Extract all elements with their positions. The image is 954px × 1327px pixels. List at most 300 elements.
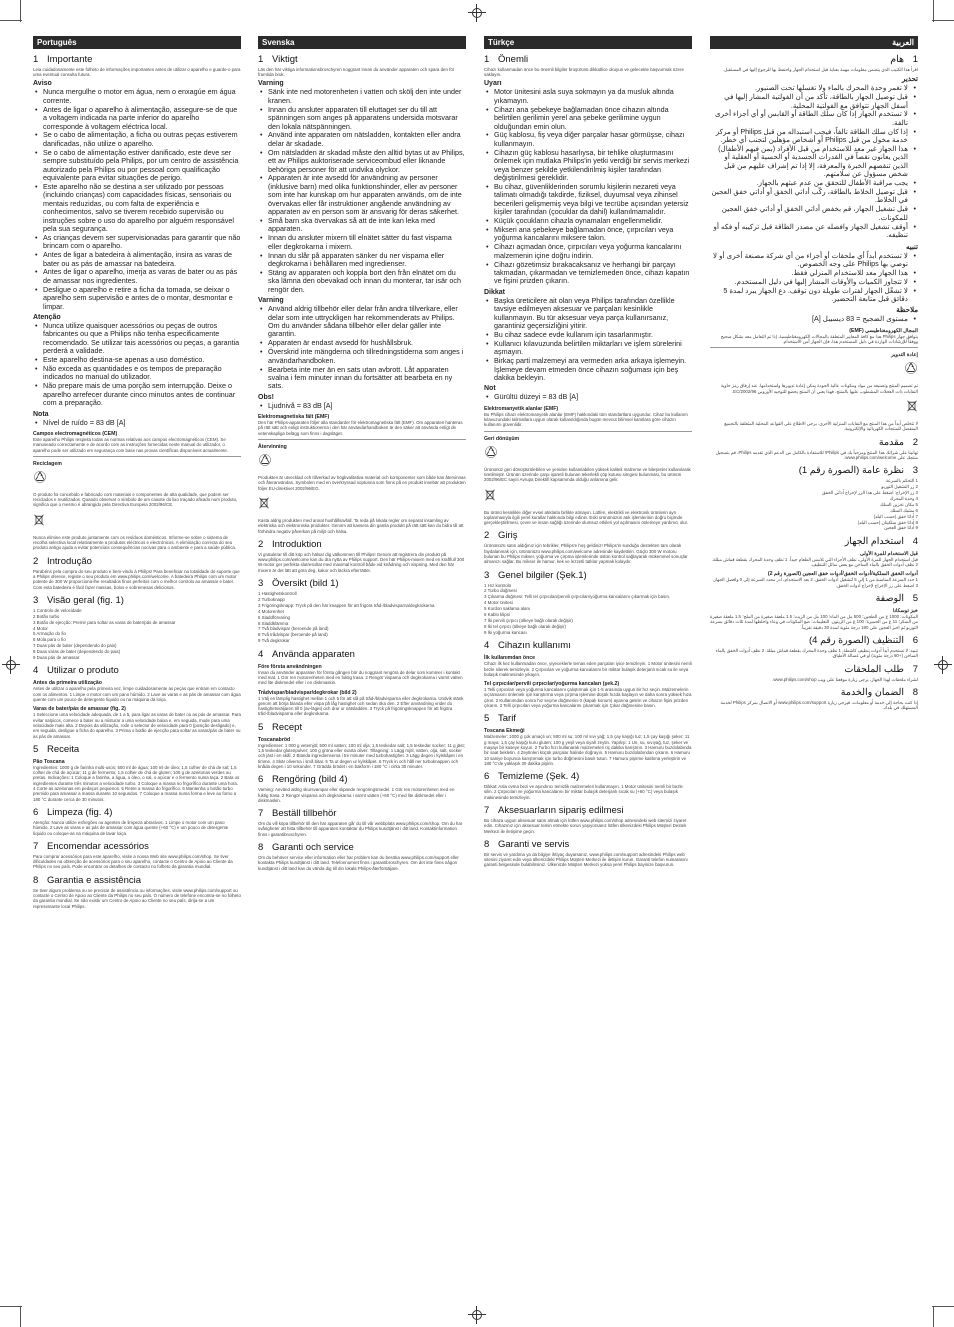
subsection-heading: Före första användningen (258, 663, 322, 670)
section-heading: 4استخدام الجهاز (844, 535, 918, 547)
section-heading: 1 Importante (33, 54, 93, 65)
bullet-item: • Om nätsladden är skadad måste den alltid bytas ut av Philips, ett av Philips auktoriserade serviceombud eller liknande behöriga personer för att undvika olyckor. (258, 149, 466, 174)
recycling-heading: Reciclagem (33, 460, 62, 467)
registration-mark (468, 1306, 486, 1324)
bullet-item: • Använd aldrig tillbehör eller delar från andra tillverkare, eller delar som inte uttryckligen har rekommenderats av Philips. Om du använder sådana tillbehör eller delar gäller inte garantin. (258, 305, 466, 339)
emf-heading: Campos electromagnéticos (CEM) (33, 430, 118, 437)
bullet-item: • Kullanıcı kılavuzunda belirtilen miktarları ve işlem sürelerini aşmayın. (484, 340, 692, 357)
recipe-text: Malzemeler: 1000 g çok amaçlı un; 500 ml su; 100 ml sıvı yağ; 1,5 çay kaşığı tuz; 1,5 çay kaşığı şeker; 11 g maya; 1,5 çay kaşığı kuru gluten; 100 g yeşil veya siyah zeytin. Yapılışı: 1 Un, su, sıvıyağ, tuz, şeker ve mayayı bir kaseye koyun. 2 Turbo hızı kullanarak malzemeleri üç dakika karıştırın. 3 Hamuru buzdolabında bir saat bekletin. 4 Zeytinleri küçük parçalar halinde doğrayın. 5 Hamuru buzdolabından çıkarın. 6 Hamuru 10 saniye boyunca karıştırmak için turbo düğmesini basılı tutun. 7 Hamuru pişirme kalıbına yerleştirin ve 180 °C'de yaklaşık 30 dakika pişirin. (484, 734, 692, 766)
bullet-item: • Apparaten är inte avsedd för användning av personer (inklusive barn) med olika funktionshinder, eller av personer som inte har kunskap om hur apparaten används, om de inte övervakas eller får instruktioner angående användning av apparaten av en person som är ansvarig för deras säkerhet. (258, 174, 466, 216)
section-heading: 5 Tarif (484, 713, 516, 725)
emf-heading: المجال الكهرومغناطيسي (EMF) (849, 327, 918, 334)
bullet-item: • Desligue o aparelho e retire a ficha da tomada, se deixar o aparelho sem supervisão e antes de o montar, desmontar e limpar. (33, 286, 241, 311)
accessories-text: لشراء ملحقات لهذا الجهاز، يرجى زيارة موقعنا على ويب www.philips.com/shop. (772, 676, 918, 682)
overview-item-label: Turbo düğmesi (487, 588, 517, 594)
bullet-item: • قبل توصيل الخلاط بالطاقة، ركّب أداتي الخفق أو أداتي خفق العجين في الخلاط. (710, 188, 918, 205)
overview-item-number: 2 (33, 613, 37, 619)
warranty-text: Om du behöver service eller information eller har problem kan du besöka www.philips.com/support eller kontakta Philips kundtjänst i ditt land. Telefonnumret finns i garantibroschyren. Om det inte finns någon kundtjänst i ditt land kan du vända dig till din lokala Philips-återförsäljare. (258, 854, 459, 871)
overview-item (484, 594, 692, 599)
bullet-item: • Innan du slår på apparaten sänker du ner vispama eller degkrokarna i behållaren med ingredienser. (258, 252, 466, 269)
overview-item-number: 4 (484, 600, 488, 606)
cleaning-text: تنبيه: لا تستخدم أبداً أدوات تنظيف كاشطة. 1 نظف وحدة المحرك بقطعة قماش مبللة. 2 نظف أدوات الخفق بالماء الساخن (+60 درجة مئوية) أو في غسالة الأطباق. (715, 647, 918, 659)
caution-list (258, 305, 466, 391)
overview-item (33, 643, 241, 648)
overview-item-label: Turboknapp (261, 596, 285, 602)
overview-item-label: أداتا خفق العجين (884, 525, 915, 531)
overview-item-label: Armação do fio (36, 631, 66, 637)
bullet-item: • Cihazı ana şebekeye bağlamadan önce cihazın altında belirtilen gerilimin yerel ana şebeke gerilimine uygun olduğundan emin olun. (484, 106, 692, 131)
overview-item (484, 624, 692, 629)
note-list (33, 419, 241, 427)
bullet-item: • Este aparelho destina-se apenas a uso doméstico. (33, 356, 241, 364)
subsection-heading: أدوات الخفق السلكية/أدوات الخفق/أدوات خفق العجين (الصورة رقم 2) (767, 571, 918, 578)
divider (484, 431, 692, 432)
bullet-item: • مستوى الضجيج = 83 ديسيبل [A] (710, 315, 918, 323)
overview-item-label: أداتا خفق (حسب البلد) (873, 513, 915, 519)
overview-item-label: مشبك السلك (890, 507, 915, 513)
overview-item-label: Hız kontrolü (487, 582, 512, 588)
bullet-item: • Motor ünitesini asla suya sokmayın ya da musluk altında yıkamayın. (484, 88, 692, 105)
crop-mark (20, 0, 21, 22)
overview-item-label: İki yoğurma kancası (487, 629, 527, 635)
overview-item-label: أداتا خفق سلكيتان (حسب البلد) (857, 519, 915, 525)
section-heading: 2 Introdução (33, 555, 92, 567)
intro-text: Cihazı kullanmadan önce bu önemli bilgiler broşürünü dikkatlice okuyun ve gelecekte başvurmak üzere saklayın. (484, 67, 684, 78)
column-arabic (710, 36, 918, 1306)
note-heading: ملاحظة (896, 307, 918, 315)
crossed-bin-icon (33, 513, 45, 527)
crossed-bin-icon (906, 399, 918, 413)
note-heading: Obs! (258, 393, 274, 401)
overview-item (33, 620, 241, 625)
emf-heading: Elektromagnetiska fält (EMF) (258, 414, 330, 421)
bullet-item: • Birkaç parti malzemeyi ara vermeden arka arkaya işlemeyin. İşlemeye devam etmeden önce cihazın soğuması için beş dakika bekleyin. (484, 357, 692, 382)
intro-text: اقرأ هذا الكتيب الذي يتضمن معلومات مهمة بعناية قبل استخدام الجهاز واحتفظ بها للرجوع إليها في المستقبل. (722, 67, 918, 72)
bullet-item: • Nunca mergulhe o motor em água, nem o enxagúe em água corrente. (33, 88, 241, 105)
bullet-item: • Apparaten är endast avsedd för hushållsbruk. (258, 339, 466, 347)
overview-item-label: Kablo klipsi (487, 612, 510, 618)
bullet-item: • Nível de ruído = 83 dB [A] (33, 419, 241, 427)
recipe-title: Toscanabröd (258, 736, 291, 743)
section-heading: 6 Rengöring (bild 4) (258, 774, 348, 786)
overview-item-label: Hastighetskontroll (261, 590, 297, 596)
language-bar: Türkçe (484, 36, 692, 49)
warning-list (258, 88, 466, 294)
overview-item-label: Duas pás de bater (dependendo do pais) (36, 643, 117, 649)
bullet-item: • Bearbeta inte mer än en sats utan avbrott. Låt apparaten svalna i fem minuter innan du fortsätter att bearbeta en ny sats. (258, 366, 466, 391)
overview-item-number: 4 (33, 625, 37, 631)
bullet-item: • Små barn ska övervakas så att de inte kan leka med apparaten. (258, 217, 466, 234)
emf-heading: Elektromanyetik alanlar (EMF) (484, 405, 559, 412)
bullet-item: • Bu cihaz, güvenliklerinden sorumlu kişilerin nezareti veya talimatı olmadığı takdirde, fiziksel, duyumsal veya zihinsel becerileri gelişmemiş veya bilgi ve tecrübe açısından yetersiz kişiler tarafından (çocuklar da dahil) kullanılmamalıdır. (484, 183, 692, 217)
overview-item (33, 631, 241, 636)
section-heading: 5 Receita (33, 743, 80, 755)
bullet-item: • Não prepare mais de uma porção sem interrupção. Deixe o aparelho arrefecer durante cinco minutos antes de continuar com a preparação. (33, 382, 241, 407)
subsection-heading: Varas de bater/pás de amassar (fig. 2) (33, 706, 126, 713)
usage-text: Antes de utilizar o aparelho pela primeira vez, limpe cuidadosamente as peças que entram em contacto com os alimentos. 1 Limpe o motor com um pano húmido. 2 Lave as varas e as pás de amassar com água quente com um pouco de detergente líquido ou na máquina da loiça. (33, 686, 241, 703)
overview-item (710, 502, 918, 507)
bullet-item: • Başka üreticilere ait olan veya Philips tarafından özellikle tavsiye edilmeyen aksesuar ve parçaları kesinlikle kullanmayın. Bu tür aksesuar veya parça kullanırsanız, garantiniz geçersizliğini yitirir. (484, 297, 692, 331)
overview-item (710, 514, 918, 519)
overview-item-label: Controlo de velocidade (36, 607, 82, 613)
overview-item (484, 618, 692, 623)
overview-item-number: 3 (33, 619, 37, 625)
bullet-item: • هذا الجهاز معد للاستخدام المنزلي فقط. (710, 269, 918, 277)
bullet-item: • Antes de ligar o aparelho, imerja as varas de bater ou as pás de amassar nos ingredientes. (33, 268, 241, 285)
recycling-text: تم تصميم المنتج وتصنيعه من مواد ومكونات عالية الجودة يمكن إعادة تدويرها واستخدامها. عند إرفاق رمز حاوية النفايات ذات العجلات المشطوب عليها بالمنتج، فهذا يعني أن المنتج يخضع للتوجيه الأوروبي 2002/96/EC. (720, 383, 918, 394)
crop-mark (0, 1306, 22, 1307)
overview-item-label: Två degkrokar (261, 638, 290, 644)
overview-item-number: 2 (258, 596, 262, 602)
subsection-heading: İlk kullanımdan önce (484, 655, 536, 662)
overview-item (258, 591, 466, 596)
bullet-item: • Antes de ligar a batedeira à alimentação, insira as varas de bater ou as pás de amassar na batedeira. (33, 251, 241, 268)
crop-mark (932, 20, 954, 21)
cleaning-text: Varning: Använd aldrig skursvampar eller slipande rengöringsmedel. 1 Gör ren motorenheten med en fuktig trasa. 2 Rengör vispama och degkrokarna i varmt vatten (+60 °C) med lite diskmedel eller i diskmaskin. (258, 787, 455, 803)
crop-mark (933, 1306, 934, 1327)
crop-mark (932, 1306, 954, 1307)
bullet-item: • Använd inte apparaten om nätsladden, kontakten eller andra delar är skadade. (258, 131, 466, 148)
bullet-item: • As crianças devem ser supervisionadas para garantir que não brincam com o aparelho. (33, 234, 241, 251)
emf-text: Este aparelho Philips respeita todas as normas relativas aos campos electromagnéticos (CEM). Se manuseado correctamente e de acordo com as instruções fornecidas neste manual do utilizador, o aparelho pode ser utilizado em segurança com base nas provas científicas disponíveis actualmente. (33, 436, 229, 453)
recipe-text: Ingredientes: 1000 g de farinha multi-usos; 500 ml de água; 100 ml de óleo; 1,5 colher de chá de sal; 1,5 colher de chá de açúcar; 11 g de fermento; 1,5 colher de chá de gluten; 100 g de azeitonas verdes ou pretas. Indicações: 1 Coloque a farinha, a água, o óleo, o sal, o açúcar e o fermento numa taça. 2 Bata os ingredientes durante três minutos a velocidade turbo. 3 Coloque a massa no frigorífico durante uma hora. 4 Corte as azeitonas em pedaços pequenos. 5 Retire a massa do frigorífico. 6 Mantenha o botão turbo premido para amassar a massa durante 10 segundos. 7 Coloque a massa numa forma e leve ao forno a 180 °C durante cerca de 30 minutos. (33, 764, 240, 802)
overview-item-number: 7 (484, 618, 488, 624)
overview-item-number: 1 (33, 607, 37, 613)
overview-item-label: İki tel çırpıcı (ülkeye bağlı olarak değişir) (487, 623, 567, 629)
overview-item (484, 600, 692, 605)
overview-item-number: 6 (484, 612, 488, 618)
emf-text: Den här Philips-apparaten följer alla standarder för elektromagnetiska fält (EMF). Om apparaten hanteras på rätt sätt och enligt instruktionerna i den här användarhandboken är den säker att använda enligt de vetenskapliga belägg som finns i dagsläget. (258, 420, 463, 436)
section-heading: 8الضمان والخدمة (840, 686, 918, 698)
warning-heading: Varning (258, 80, 284, 88)
recycling-heading: Geri dönüşüm (484, 435, 520, 442)
overview-item-label: Duas pás de amassar (36, 655, 80, 661)
bullet-item: • Innan du ansluter apparaten till eluttaget ser du till att spänningen som anges på apparatens undersida motsvarar den lokala nätspänningen. (258, 106, 466, 131)
overview-item (258, 632, 466, 637)
section-heading: 7 Encomendar acessórios (33, 840, 149, 852)
column-swedish (258, 36, 466, 1306)
recycling-text: Ürününüz geri dönüştürülebilen ve yeniden kullanılabilen yüksek kaliteli malzeme ve bileşenler kullanılarak üretilmiştir. Ürünün üzerinde çarpı işaretli bulunan tekerlekli çöp kutusu simgesi bulunması, bu ürünün 2002/96/EC sayılı Avrupa Direktifi kapsamında olduğu anlamına gelir. (484, 466, 691, 483)
recipe-text: المكونات: 1000 غ من الطحين؛ 500 مل من الماء؛ 100 مل من الزيت؛ 1.5 ملعقة صغيرة من الملح؛ 1.5 ملعقة صغيرة من السكر؛ 11 غ من الخميرة؛ 100 غ من الزيتون. التعليمات: ضع المكونات في وعاء واخلطها لمدة ثلاث دقائق بسرعة التوربو ثم اخبز العجين على 180 درجة مئوية لمدة 30 دقيقة تقريباً. (710, 614, 918, 630)
divider (258, 439, 466, 440)
cleaning-text: Dikkat: Asla ovma bezi ve aşındırıcı temizlik malzemeleri kullanmayın. 1 Motor ünitesini nemli bir bezle silin. 2 Çırpıcıları ve yoğurma kancalarını bir miktar bulaşık deterjanlı sıcak su (+60 °C) veya bulaşık makinesinde temizleyin. (484, 784, 683, 800)
emf-text: يتوافق جهاز Philips هذا مع كافة المعايير المتعلقة بالمجالات الكهرومغناطيسية. إذا تم التعامل معه بشكل صحيح ووفقاً للإرشادات الواردة في دليل المستخدم هذا، فإن الجهاز آمن الاستخدام. (720, 333, 918, 345)
overview-item-number: 1 (484, 582, 488, 588)
overview-item (710, 496, 918, 501)
overview-item-number: 5 (33, 631, 37, 637)
section-heading: 7 Aksesuarların sipariş edilmesi (484, 804, 624, 816)
recipe-text: Ingredienser: 1 000 g vetemjöl; 500 ml vatten; 100 ml olja; 1,5 teskedar salt; 1,5 teskedar socker; 11 g jäst; 1,5 teskedar glutenpulver; 100 g gröna eller svarta oliver. Tillagning: 1 Lägg mjöl, vatten, olja, salt, socker och jäst i en skål. 2 Blanda ingredienserna i tre minuter med turbohastighet. 3 Lägg degen i kylskåpet i en timme. 4 Skär oliverna i små bitar. 5 Ta ut degen ur kylskåpet. 6 Tryck in och håll ner turboknappen och knåda degen i 10 sekunder. 7 Grädda brödet i en bakform i 180 °C i cirka 30 minuter. (258, 742, 465, 769)
emf-text: Bu Philips cihazı elektromanyetik alanlar (EMF) hakkındaki tüm standartlara uygundur. Cihaz bu kullanım kılavuzundaki talimatlara uygun olarak kullanıldığında bugün mevcut bilimsel kanıtlara göre cihazın kullanımı güvenlidir. (484, 411, 688, 428)
divider (710, 347, 918, 348)
recycling-text: O produto foi concebido e fabricado com materiais e componentes de alta qualidade, que podem ser reciclados e reutilizados. Quando observar o símbolo de um caixote do lixo traçado afixado num produto, significa que o mesmo é abrangido pela Directiva Europeia 2002/96/CE. (33, 491, 238, 508)
language-bar: Português (33, 36, 241, 49)
overview-item-number: 2 (914, 484, 918, 490)
bullet-item: • Sänk inte ned motorenheten i vatten och skölj den inte under kranen. (258, 88, 466, 105)
warning-list (484, 88, 692, 285)
overview-item-label: وحدة المحرك (889, 495, 915, 501)
usage-text: قبل استخدام الجهاز للمرة الأولى، نظف الأجزاء التي تلامس الطعام جيداً. 1 نظف وحدة المحرك بقطعة قماش مبللة. 2 نظف أدوات الخفق بالماء الساخن مع بعض سائل التنظيف. (711, 556, 918, 568)
overview-item-number: 9 (914, 525, 918, 531)
bullet-item: • Stäng av apparaten och koppla bort den från elnätet om du ska lämna den obevakad och innan du monterar, tar isär och rengör den. (258, 269, 466, 294)
warning-heading: Aviso (33, 80, 52, 88)
overview-list (33, 608, 241, 661)
subsection-heading: Trådvispar/bladvispar/degkrokar (bild 2) (258, 689, 357, 696)
introduction-text: تهانينا على شرائك هذا المنتج ومرحباً بك في Philips! للاستفادة بالكامل من الدعم الذي تقدمه Philips، قم بتسجيل منتجك على www.philips.com/welcome. (715, 449, 918, 460)
recycling-text-2: Kasta aldrig produkten med annat hushållsavfall. Ta reda på lokala regler om separat insamling av elektriska och elektroniska produkter. Genom att kassera din gamla produkt på rätt sätt kan du bidra till att förhindra negativ påverkan på miljö och hälsa. (258, 517, 464, 534)
recycle-icon (484, 445, 498, 459)
overview-item (33, 608, 241, 613)
overview-item-label: İki pervili çırpıcı (ülkeye bağlı olarak değişir) (487, 618, 573, 624)
overview-item (33, 614, 241, 619)
overview-item-number: 4 (258, 608, 262, 614)
overview-item (33, 626, 241, 631)
recycling-text-2: لا تتخلص أبداً من هذا المنتج مع النفايات المنزلية الأخرى. يرجى الاطلاع على القواعد المحلية المتعلقة بالتجميع المنفصل للمنتجات الكهربائية والإلكترونية. (724, 421, 918, 432)
overview-list (710, 478, 918, 531)
overview-item-number: 5 (484, 606, 488, 612)
overview-item (258, 615, 466, 620)
bullet-item: • لا تغمر وحدة المحرك بالماء ولا تغسلها تحت الصنبور. (710, 84, 918, 92)
section-heading: 6 Temizleme (Şek. 4) (484, 771, 580, 783)
section-heading: 5الوصفة (875, 593, 918, 605)
overview-item-label: Motor (36, 625, 48, 631)
overview-item-number: 9 (33, 655, 37, 661)
overview-item (33, 649, 241, 654)
recycle-icon (33, 470, 47, 484)
overview-item-number: 3 (914, 490, 918, 496)
overview-item-label: Två bladvispar (beroende på land) (261, 626, 329, 632)
bullet-item: • Cihazı açmadan önce, çırpıcıları veya yoğurma kancalarını malzemenin içine doğru indirin. (484, 243, 692, 260)
overview-item (33, 655, 241, 660)
overview-item-label: Mola para o fio (36, 637, 66, 643)
section-heading: 2 Giriş (484, 530, 518, 542)
caution-heading: Atenção (33, 313, 61, 321)
warranty-text: Se tiver algum problema ou se precisar de assistência ou informações, visite www.philips.com/support ou contacte o Centro de Apoio ao Cliente da Philips no seu país. O número de telefone encontra-se no folheto da garantia mundial. Se não existir um Centro de Apoio ao Cliente no seu país, dirija-se a um representante local Philips. (33, 887, 241, 909)
usage-text: Cihazı ilk kez kullanmadan önce, yiyeceklerle temas eden parçaları iyice temizleyin. 1 Motor ünitesini nemli bezle silerek temizleyin. 2 Çırpıcıları ve yoğurma kancalarını bir miktar bulaşık deterjanlı sıcak su ile veya bulaşık makinesinde yıkayın. (484, 661, 692, 677)
bullet-item: • Bu cihaz sadece evde kullanım için tasarlanmıştır. (484, 331, 692, 339)
introduction-text: Vi gratulerar till ditt köp och hälsar dig välkommen till Philips! Genom att registrera din produkt på www.philips.com/welcome kan du dra nytta av Philips support. Den här Philips-mixern med en kraftfull 300 W-motor ger perfekta slutresultat med maximal kontroll både vid knådning och vispning. Med den här mixern är det lätt att göra deg, kakor och läckra efterrätter. (258, 551, 465, 573)
accessories-text: Bu cihaza uygun aksesuar satın almak için lütfen www.philips.com/shop adresindeki web sitemizi ziyaret edin. Cihazınız için aksesuar temin etmekte sorun yaşıyorsanız lütfen ülkenizdeki Philips Müşteri Destek Merkezi ile iletişime geçin. (484, 817, 687, 834)
usage-text-2: 1 حدد السرعة المناسبة من 1 إلى 5 لتشغيل أدوات الخفق. 2 بعد الاستخدام، أدر محدد السرعة إلى 0 وافصل الجهاز. 3 اضغط على زر الإخراج لإخراج أدوات الخفق. (712, 577, 918, 588)
bullet-item: • Antes de ligar o aparelho à alimentação, assegure-se de que a voltagem indicada na parte inferior do aparelho corresponde à voltagem eléctrica local. (33, 106, 241, 131)
bullet-item: • Não exceda as quantidades e os tempos de preparação indicados no manual do utilizador. (33, 365, 241, 382)
usage-text-2: 1 Seleccione uma velocidade adequada, de 1 a 5, para ligar as varas de bater ou as pás de amassar. Para evitar salpicos, comece a bater ou a misturar a uma velocidade baixa e, em seguida, mude para uma velocidade mais alta. 2 Depois da utilização, rode o selector de velocidade para 0 (posição desligado) e, em seguida, desligue a ficha do aparelho. 3 Prima o botão de ejecção para soltar as varas/pás de bater ou as pás de amassar. (33, 712, 241, 739)
overview-item (258, 609, 466, 614)
language-bar: Svenska (258, 36, 466, 49)
overview-item-label: Två trådvispar (beroende på land) (261, 632, 328, 638)
overview-item (710, 508, 918, 513)
crop-mark (20, 1306, 21, 1327)
overview-item-number: 3 (484, 594, 488, 600)
registration-mark (468, 4, 486, 22)
section-heading: 5 Recept (258, 721, 303, 733)
accessories-text: Para comprar acessórios para este aparelho, visite a nossa Web site www.philips.com/shop. Se tiver dificuldades na obtenção de acessórios para o seu aparelho, contacte o Centro de Apoio ao Cliente da Philips no seu país. Pode encontrar os detalhes de contacto no folheto da garantia mundial. (33, 853, 233, 870)
bullet-item: • Cihazı gözetimsiz bırakacaksanız ve herhangi bir parçayı takmadan, çıkarmadan ve temizlemeden önce, cihazı kapatın ve fişini prizden çıkarın. (484, 261, 692, 286)
column-turkish (484, 36, 692, 1306)
bullet-item: • لا تستخدم أبداً أي ملحقات أو أجزاء من أي شركة مصنعة أخرى أو لا توصي بها Philips على وجه الخصوص. (710, 252, 918, 269)
section-heading: 4 Utilizar o produto (33, 665, 119, 677)
bullet-item: • Överskrid inte mängderna och tillredningstiderna som anges i användarhandboken. (258, 348, 466, 365)
bullet-item: • Este aparelho não se destina a ser utilizado por pessoas (incluindo crianças) com capacidades físicas, sensoriais ou mentais reduzidas, ou com falta de experiência e conhecimentos, salvo se tiverem recebido supervisão ou instruções sobre o uso do aparelho por alguém responsável pela sua segurança. (33, 183, 241, 233)
overview-item-label: Sladdförvaring (261, 614, 290, 620)
overview-item-number: 7 (914, 513, 918, 519)
bullet-item: • Se o cabo de alimentação estiver danificado, este deve ser sempre substituído pela Philips, por um centro de assistência autorizado pela Philips ou por pessoal com qualificação equivalente para evitar situações de perigo. (33, 149, 241, 183)
caution-heading: تنبيه (905, 243, 918, 251)
overview-item (258, 603, 466, 608)
section-heading: 8 Garantia e assistência (33, 874, 141, 886)
overview-item-label: Duas varas de bater (dependendo do pais) (36, 649, 121, 655)
crossed-bin-icon (484, 488, 496, 502)
subsection-heading: Tel çırpıcılar/pervili çırpıcılar/yoğurma kancaları (şek.2) (484, 681, 620, 688)
language-bar: العربية (710, 36, 918, 49)
overview-item-label: التحكم بالسرعة (885, 478, 915, 484)
overview-item-number: 3 (258, 602, 262, 608)
overview-item-label: Frigöringsknapp: Tryck på den här knappen för att frigöra tråd-/bladvisparna/degkrokarna (261, 602, 435, 608)
bullet-item: • أوقف تشغيل الجهاز وافصله عن مصدر الطاقة قبل تركيبه أو فكه أو تنظيفه. (710, 223, 918, 240)
note-heading: Not (484, 385, 496, 393)
section-heading: 3 Visão geral (fig. 1) (33, 594, 124, 606)
overview-item-number: 9 (258, 638, 262, 644)
warning-list (710, 84, 918, 239)
overview-item (258, 626, 466, 631)
section-heading: 2 Introduktion (258, 538, 322, 550)
bullet-item: • لا تشغّل الجهاز لفترات طويلة دون توقف. دع الجهاز يبرد لمدة 5 دقائق قبل متابعة التحضير. (710, 287, 918, 304)
bullet-item: • يجب مراقبة الأطفال للتحقق من عدم عبثهم بالجهاز. (710, 179, 918, 187)
recipe-title: خبز توسكانا (892, 608, 918, 615)
recycling-text: Produkten är utvecklad och tillverkad av högkvalitativa material och komponenter som både kan återvinnas och återanvändas. Symbolen med en överkryssad soptunna som finns på en produkt innebär att produkten följer EU-direktivet 2002/96/EG. (258, 475, 466, 491)
caution-list (484, 297, 692, 383)
note-list (710, 315, 918, 323)
intro-text: Läs den här viktiga informationsbroschyren noggrant innan du använder apparaten och spara den för framtida bruk. (258, 67, 455, 78)
usage-text-2: 1 Telli çırpıcıları veya yoğurma kancalarını çalıştırmak için 1-5 arasında uygun bir hız seçin. Malzemelerin sıçramasını önlemek için karıştırma veya çırpma işlemine düşük hızda başlayın ve daha sonra yüksek hıza çıkın. 2 Kullanımdan sonra hız seçme düğmesini 0 (kapalı konum) ayarına getirin ve cihazın fişini prizden çıkarın. 3 Telli çırpıcıları veya yoğurma kancalarını çıkarmak için Çıkar düğmesine basın. (484, 687, 692, 709)
section-heading: 6 Limpeza (fig. 4) (33, 806, 113, 818)
note-list (484, 393, 692, 401)
overview-item (710, 478, 918, 483)
section-heading: 3نظرة عامة (الصورة رقم 1) (798, 465, 918, 477)
section-heading: 1 Önemli (484, 54, 529, 65)
overview-item-number: 8 (258, 632, 262, 638)
overview-item-label: Motor ünitesi (487, 600, 513, 606)
overview-item-number: 6 (258, 620, 262, 626)
overview-item (484, 612, 692, 617)
intro-text: Leia cuidadosamente este folheto de informações importantes antes de utilizar o aparelho e guarde-o para uma eventual consulta futura. (33, 67, 241, 78)
overview-item (258, 638, 466, 643)
caution-list (33, 322, 241, 408)
overview-list (484, 583, 692, 636)
overview-item-label: Sladdklämma (261, 620, 289, 626)
overview-item-label: زر التشغيل التوربو (881, 484, 915, 490)
warranty-text: إذا كنت بحاجة إلى خدمة أو معلومات، فيرجى زيارة www.philips.com/support أو الاتصال بمركز Philips لخدمة المستهلك في بلدك. (720, 699, 918, 711)
bullet-item: • Güç kablosu, fiş veya diğer parçalar hasar görmüşse, cihazı kullanmayın. (484, 131, 692, 148)
bullet-item: • Gürültü düzeyi = 83 dB [A] (484, 393, 692, 401)
overview-item-number: 2 (484, 588, 488, 594)
section-heading: 1 Viktigt (258, 54, 298, 65)
caution-heading: Varning (258, 297, 284, 305)
overview-item (258, 597, 466, 602)
warning-heading: تحذير (902, 76, 918, 84)
recycling-text-2: Bu ürünü kesinlikle diğer evsel atıklarla birlikte atmayın. Lütfen, elektrikli ve elektronik ürünlerin ayrı toplanmasıyla ilgili yerel kurallar hakkında bilgi edinin. Eski ürününüzün atık işlemlerinin doğru biçimde gerçekleştirilmesi, çevre ve insan sağlığı üzerinde olumsuz etkileri yol açılmasını önlemeye yardımcı olur. (484, 509, 689, 526)
bullet-item: • Ljudnivå = 83 dB [A] (258, 402, 466, 410)
overview-item (710, 490, 918, 495)
overview-item-number: 8 (484, 623, 488, 629)
introduction-text: Ürününüzü satın aldığınız için tebrikler, Philips'e hoş geldiniz! Philips'in sunduğu destekten tam olarak faydalanmak için, ürününüzü www.philips.com/welcome adresinde kaydettirin. Güçlü 300 W motoru bulunan bu Philips mikser, yoğurma ve çırpma işlemlerinde üstün kontrol sağlayarak mükemmel sonuçlar almanızı sağlar. Bu mikser ile hamur, kek ve lezzetli tatlılar yapmak kolaydır. (484, 543, 688, 565)
recycle-icon (258, 453, 272, 467)
subsection-heading: قبل الاستخدام للمرة الأولى (859, 550, 918, 557)
section-heading: 1هام (890, 54, 918, 65)
recycling-heading: إعادة التدوير (891, 352, 918, 359)
bullet-item: • لا تستخدم الجهاز إذا كان سلك الطاقة أو القابس أو أي أجزاء أخرى تالفة. (710, 110, 918, 127)
bullet-item: • Se o cabo de alimentação, a ficha ou outras peças estiverem danificadas, não utilize o aparelho. (33, 131, 241, 148)
overview-item-number: 8 (914, 519, 918, 525)
section-heading: 3 Översikt (bild 1) (258, 577, 339, 589)
overview-item-number: 7 (33, 643, 37, 649)
section-heading: 8 Garanti och service (258, 841, 354, 853)
section-heading: 4 Cihazın kullanımı (484, 640, 571, 652)
caution-heading: Dikkat (484, 288, 506, 296)
accessories-text: Om du vill köpa tillbehör till den här apparaten går du till vår webbplats www.philips.com/shop. Om du har svårigheter att hitta tillbehör till apparaten kontaktar du Philips kundtjänst i ditt land. Kontaktinformation finns i garantibroschyren. (258, 821, 463, 837)
overview-item (258, 621, 466, 626)
overview-item-number: 5 (914, 501, 918, 507)
subsection-heading: Antes da primeira utilização (33, 680, 102, 687)
overview-item-label: Motorenhet (261, 608, 284, 614)
section-heading: 7 Beställ tillbehör (258, 808, 337, 820)
bullet-item: • Küçük çocukların cihazla oynamaları engellenmelidir. (484, 217, 692, 225)
bullet-item: • Nunca utilize quaisquer acessórios ou peças de outros fabricantes ou que a Philips não tenha especificamente recomendado. Se utilizar tais acessórios ou peças, a garantia perderá a validade. (33, 322, 241, 356)
registration-mark (2, 656, 20, 674)
overview-item-label: Kordon saklama alanı (487, 606, 531, 612)
overview-item-number: 7 (258, 626, 262, 632)
section-heading: 2مقدمة (878, 436, 918, 448)
overview-item-label: Botão turbo (36, 613, 60, 619)
bullet-item: • Cihazın güç kablosu hasarlıysa, bir tehlike oluşturmasını önlemek için mutlaka Philips'in yetki verdiği bir servis merkezi veya benzer şekilde yetkilendirilmiş kişiler tarafından değiştirilmesi gereklidir. (484, 149, 692, 183)
section-heading: 6التنظيف (الصورة رقم 4) (808, 634, 918, 646)
divider (33, 456, 241, 457)
overview-item (710, 525, 918, 530)
overview-item-number: 5 (258, 614, 262, 620)
overview-item-number: 1 (914, 478, 918, 484)
section-heading: 3 Genel bilgiler (Şek.1) (484, 569, 587, 581)
introduction-text: Parabéns pela compra do seu produto e bem-vindo à Philips! Para beneficiar na totalidade do suporte que a Philips oferece, registe o seu produto em www.philips.com/welcome. A batedeira Philips com um motor potente de 300 W proporciona-lhe resultados finos perfeitos com o melhor controlo ao amassar e bater. Com esta batedeira é fácil fazer massas, bolos e sobremesas deliciosos. (33, 568, 240, 590)
overview-item (33, 637, 241, 642)
section-heading: 7طلب الملحقات (844, 663, 918, 675)
overview-list (258, 591, 466, 644)
section-heading: 8 Garanti ve servis (484, 838, 570, 850)
recycle-icon (904, 361, 918, 375)
recipe-title: Toscana Ekmeği (484, 728, 525, 735)
recycling-text-2: Nunca elimine este produto juntamente com os resíduos domésticos. Informe-se sobre o sistema de recolha selectiva local relativamente a produtos eléctricos e electrónicos. A eliminação correcta do seu produto antigo ajuda a evitar potenciais consequências nocivas para o ambiente e para a saúde pública. (33, 534, 237, 551)
usage-text-2: 1 Välj en lämplig hastighet mellan 1 och 5 för att slå på tråd-/bladvisparna eller degkrokarna. Undvik stänk genom att börja blanda eller vispa på låg hastighet och sedan öka den. 2 Efter användning vrider du hastighetsväljaren till 0 (av-läget) och drar ur nätsladden. 3 Tryck på frigöringsknappen för att frigöra tråd-/bladvisparna eller degkrokarna. (258, 695, 464, 717)
overview-item-label: Botão de ejecção: Premir para soltar as varas de bater/pás de amassar (36, 619, 176, 625)
caution-list (710, 252, 918, 304)
overview-item-number: 6 (33, 637, 37, 643)
overview-item (484, 583, 692, 588)
overview-item-number: 4 (914, 495, 918, 501)
overview-item-label: مكان تخزين السلك (879, 501, 915, 507)
crop-mark (0, 20, 22, 21)
bullet-item: • إذا كان سلك الطاقة تالفاً، فيجب استبداله من قبل Philips أو مركز خدمة مخول من قبل Philips أو أشخاص مؤهلين لتجنب أي خطر. (710, 128, 918, 145)
overview-item-number: 9 (484, 629, 488, 635)
crossed-bin-icon (258, 496, 270, 510)
overview-item (484, 588, 692, 593)
overview-item (484, 606, 692, 611)
recipe-title: Pão Toscana (33, 758, 65, 765)
overview-item (710, 484, 918, 489)
bullet-item: • قبل توصيل الجهاز بالطاقة، تأكد من أن الفولتية المشار إليها في أسفل الجهاز تتوافق مع الفولتية المحلية. (710, 93, 918, 110)
warranty-text: Bir servis ve yardıma ya da bilgiye ihtiyaç duyarsanız, www.philips.com/support adresindeki Philips web sitesini ziyaret edin veya ülkenizdeki Philips Müşteri Merkezi ile iletişim kurun. Garanti telefon numarasını garanti belgesinde bulabilirsiniz. Ülkenizde Müşteri Merkezi yoksa yerel Philips bayinize başvurun. (484, 851, 688, 868)
bullet-item: • لا تتجاوز الكميات والأوقات المشار إليها في دليل المستخدم. (710, 278, 918, 286)
bullet-item: • Mikseri ana şebekeye bağlamadan önce, çırpıcıları veya yoğurma kancalarını miksere takın. (484, 226, 692, 243)
section-heading: 4 Använda apparaten (258, 648, 355, 660)
